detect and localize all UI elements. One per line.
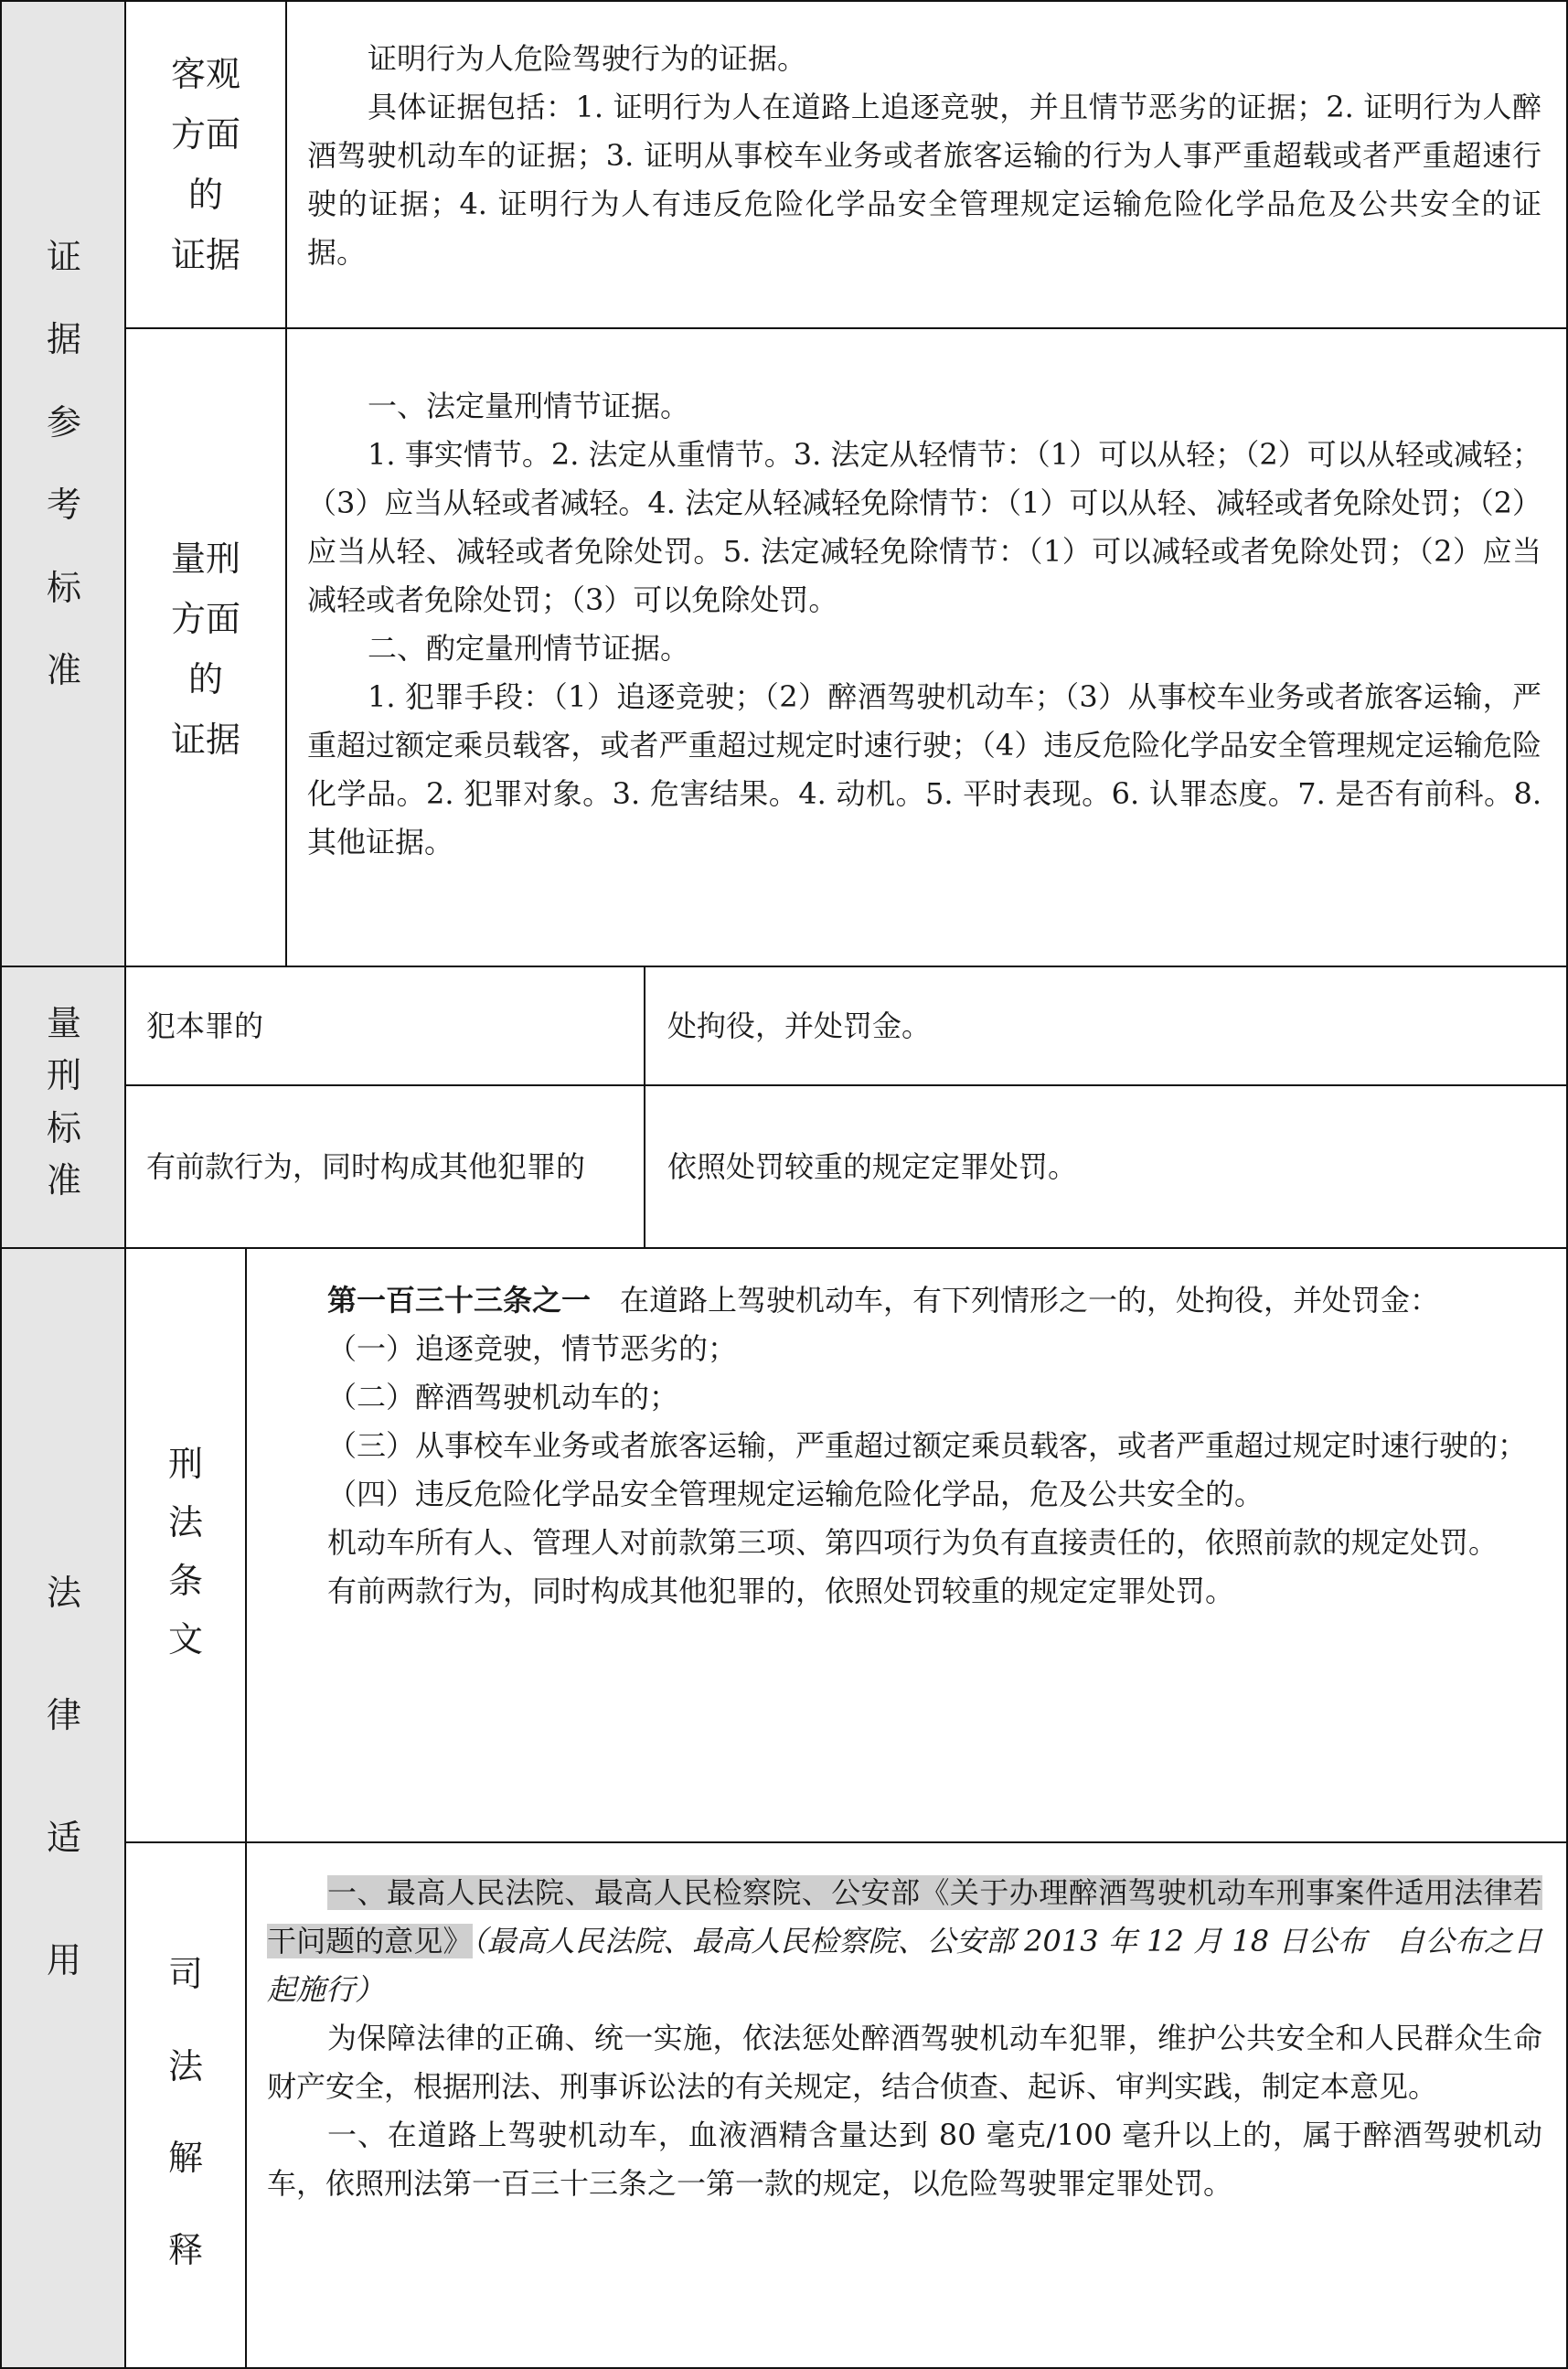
criminal-law-text: 第一百三十三条之一 在道路上驾驶机动车，有下列情形之一的，处拘役，并处罚金： （一）追逐竞驶，情节恶劣的； （二）醉酒驾驶机动车的； （三）从事校车业务或者旅客运输，严重超过额定乘员载客，或者严重超过规定时速行驶的； （四）违反危险化学品安全管理规定运输危险化学品，危及公共安全的。 机动车所有人、管理人对前款第三项、第四项行为负有直接责任的，依照前款的规定处罚。 有前两款行为，同时构成其他犯罪的，依照处罚较重的规定定罪处罚。: [327, 1283, 1528, 1608]
judicial-interpretation-label: 司 法 解 释: [167, 1954, 203, 2270]
sentencing-evidence-label: 量刑 方面 的 证据: [170, 539, 240, 760]
interpretation-source: （最高人民法院、最高人民检察院、公安部 2013 年 12 月 18 日公布 自公布之日起施行）: [267, 1924, 1542, 2007]
judicial-interpretation-text: 一、最高人民法院、最高人民检察院、公安部《关于办理醉酒驾驶机动车刑事案件适用法律若干问题的意见》（最高人民法院、最高人民检察院、公安部 2013 年 12 月 18 日公布 自公布之日起施行） 为保障法律的正确、统一实施，依法惩处醉酒驾驶机动车犯罪，维护公共安全和人民群众生命财产安全，根据刑法、刑事诉讼法的有关规定，结合侦查、起诉、审判实践，制定本意见。 一、在道路上驾驶机动车，血液酒精含量达到 80 毫克/100 毫升以上的，属于醉酒驾驶机动车，依照刑法第一百三十三条之一第一款的规定，以危险驾驶罪定罪处罚。: [267, 1875, 1542, 2201]
objective-evidence-label: 客观 方面 的 证据: [170, 54, 240, 275]
sentencing-row-2-condition: 有前款行为，同时构成其他犯罪的: [146, 1148, 586, 1184]
article-title: 第一百三十三条之一: [327, 1283, 592, 1318]
sentencing-evidence-text: 一、法定量刑情节证据。 1. 事实情节。2. 法定从重情节。3. 法定从轻情节：（1）可以从轻；（2）可以从轻或减轻；（3）应当从轻或者减轻。4. 法定从轻减轻免除情节：（1）可以从轻、减轻或者免除处罚；（2）应当从轻、减轻或者免除处罚。5. 法定减轻免除情节：（1）可以减轻或者免除处罚；（2）应当减轻或者免除处罚；（3）可以免除处罚。 二、酌定量刑情节证据。 1. 犯罪手段：（1）追逐竞驶；（2）醉酒驾驶机动车；（3）从事校车业务或者旅客运输，严重超过额定乘员载客，或者严重超过规定时速行驶；（4）违反危险化学品安全管理规定运输危险化学品。2. 犯罪对象。3. 危害结果。4. 动机。5. 平时表现。6. 认罪态度。7. 是否有前科。8. 其他证据。: [307, 389, 1541, 859]
section-sentencing-label: 量 刑 标 准: [46, 1003, 81, 1201]
objective-evidence-text: 证明行为人危险驾驶行为的证据。 具体证据包括：1. 证明行为人在道路上追逐竞驶，并且情节恶劣的证据；2. 证明行为人醉酒驾驶机动车的证据；3. 证明从事校车业务或者旅客运输的行为人事严重超载或者严重超速行驶的证据；4. 证明行为人有违反危险化学品安全管理规定运输危险化学品危及公共安全的证据。: [307, 41, 1541, 270]
sentencing-row-1-condition: 犯本罪的: [146, 1008, 264, 1043]
criminal-law-label: 刑 法 条 文: [167, 1444, 203, 1659]
section-evidence-label: 证 据 参 考 标 准: [46, 237, 81, 690]
sentencing-row-2-penalty: 依照处罚较重的规定定罪处罚。: [667, 1148, 1078, 1184]
sentencing-row-1-penalty: 处拘役，并处罚金。: [667, 1008, 932, 1043]
section-law-label: 法 律 适 用: [46, 1573, 81, 1980]
interpretation-heading: 一、最高人民法院、最高人民检察院、公安部《关于办理醉酒驾驶机动车刑事案件适用法律若干问题的意见》: [267, 1875, 1542, 1958]
